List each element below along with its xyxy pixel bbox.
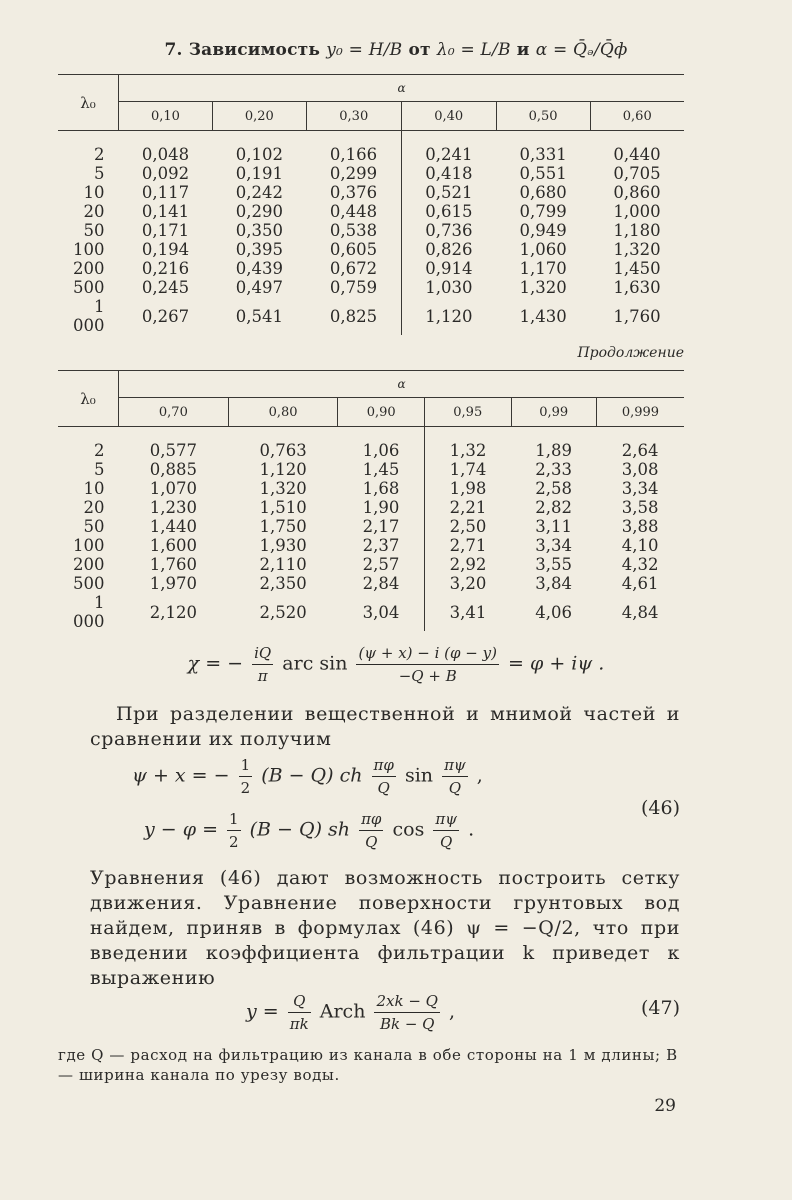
table-cell: 0,551 [519,164,567,183]
column-header: 0,80 [228,398,338,427]
table-cell: 2,92 [424,555,511,574]
lambda-value: 10 [83,183,105,202]
lambda-value: 5 [94,164,105,183]
fraction [227,808,241,853]
fraction-numerator: 2xk − Q [374,990,440,1013]
eq46-line2-cos: cos [392,818,425,841]
table-cell: 1,74 [424,460,511,479]
table-cell: 0,605 [329,240,378,259]
fraction-denominator: 2 [240,779,251,797]
table-cell: 2,58 [535,479,573,498]
lambda-value: 500 [73,278,105,297]
table-cell: 2,50 [424,517,511,536]
fraction-numerator: πφ [372,754,396,777]
lambda-header: λ₀ [58,75,119,131]
table-cell: 0,418 [401,164,496,183]
lambda-value: 2 [94,441,105,460]
table-cell: 3,88 [621,517,659,536]
table-cell: 0,759 [329,278,378,297]
equation-number-47: (47) [640,997,680,1019]
table-cell: 1,970 [149,574,197,593]
fraction-denominator: 2 [229,833,239,851]
table-row [58,278,684,297]
eq46-line2-lhs: y − φ = [144,818,218,841]
table-cell: 0,245 [141,278,190,297]
table-cell: 1,180 [613,221,661,240]
table-cell: 0,672 [329,259,378,278]
table-cell: 0,826 [401,240,496,259]
column-header: 0,99 [511,398,596,427]
table-cell: 0,440 [613,145,661,164]
table-cell: 1,230 [149,498,197,517]
table-cell: 0,299 [329,164,378,183]
table-cell: 2,110 [259,555,307,574]
table-cell: 2,37 [362,536,400,555]
table-row [58,536,684,555]
table-cell: 1,440 [149,517,197,536]
lambda-value: 100 [73,240,105,259]
table-cell: 3,41 [424,593,511,631]
table-row [58,259,684,278]
eq47-func: Arch [319,1000,366,1023]
table-cell: 0,439 [235,259,283,278]
column-header: 0,95 [424,398,511,427]
table-row [58,555,684,574]
lambda-value: 50 [83,221,105,240]
data-table-1 [58,74,684,335]
table-cell: 3,08 [621,460,659,479]
eq46-line1-sin: sin [404,764,434,787]
fraction-numerator: iQ [252,642,273,665]
table-cell: 4,84 [621,602,659,622]
equation-46-line-1 [132,754,483,799]
formula-chi-rhs: = φ + iψ . [508,652,605,675]
data-table-2 [58,370,684,631]
table-cell: 1,120 [259,460,307,479]
table-cell: 1,510 [259,498,307,517]
table-cell: 3,34 [621,479,659,498]
table-cell: 0,267 [141,306,190,326]
title-expr-alpha: α = Q̄ₔ/Q̄ф [535,40,628,60]
eq46-line1-lhs: ψ + x = − [132,764,230,787]
fraction [374,990,440,1035]
table-cell: 1,32 [424,427,511,461]
table-cell: 0,577 [149,441,197,460]
lambda-value: 20 [83,498,105,517]
table-cell: 0,242 [235,183,283,202]
table-row [58,479,684,498]
table-cell: 0,395 [235,240,283,259]
table-cell: 3,20 [424,574,511,593]
table-cell: 0,048 [141,145,190,164]
table-cell: 0,194 [141,240,190,259]
table-cell: 0,541 [235,306,283,326]
paragraph-2: Уравнения (46) дают возможность построить сетку движения. Уравнение поверхности грунтовых вод найдем, приняв в формулах (46) ψ = −Q/2, что при введении коэффициента фильтрации k приведет к выражению [90,867,680,989]
table-cell: 0,376 [329,183,378,202]
table-row [58,131,684,165]
table-cell: 3,84 [535,574,573,593]
lambda-value: 1 000 [73,593,105,631]
title-and: и [516,40,530,60]
column-header: 0,999 [596,398,684,427]
table-cell: 0,497 [235,278,283,297]
table-cell: 0,914 [401,259,496,278]
table-cell: 0,350 [235,221,283,240]
table-cell: 3,55 [535,555,573,574]
column-header: 0,90 [338,398,425,427]
table-cell: 0,538 [329,221,378,240]
table-cell: 4,10 [621,536,659,555]
table-cell: 0,799 [519,202,567,221]
table-cell: 1,170 [519,259,567,278]
table-cell: 0,705 [613,164,661,183]
table-cell: 2,520 [259,602,307,622]
fraction-denominator: πk [289,1015,309,1033]
table-row [58,498,684,517]
table-row [58,297,684,335]
column-header: 0,60 [590,102,684,131]
table-cell: 3,04 [362,602,400,622]
table-cell: 0,117 [141,183,190,202]
table-cell: 0,763 [259,441,307,460]
table-cell: 0,825 [329,306,378,326]
table-title [0,40,792,60]
table-cell: 0,290 [235,202,283,221]
table-cell: 4,06 [535,602,573,622]
column-header: 0,40 [401,102,496,131]
alpha-header: α [119,371,685,398]
table-row [58,221,684,240]
table-cell: 1,90 [362,498,400,517]
page-number: 29 [654,1096,676,1116]
table-cell: 2,84 [362,574,400,593]
fraction-denominator: Bk − Q [379,1015,435,1033]
table-cell: 1,320 [519,278,567,297]
table-cell: 2,71 [424,536,511,555]
table-cell: 3,58 [621,498,659,517]
table-cell: 0,092 [141,164,190,183]
table-cell: 0,736 [401,221,496,240]
table-cell: 0,166 [329,145,378,164]
lambda-value: 200 [73,259,105,278]
table-cell: 2,120 [149,602,197,622]
table-cell: 4,61 [621,574,659,593]
table-row [58,427,684,461]
table-cell: 1,060 [519,240,567,259]
table-row [58,240,684,259]
table-cell: 2,17 [362,517,400,536]
eq46-line2-end: . [468,818,475,841]
table-cell: 2,57 [362,555,400,574]
table-cell: 1,45 [362,460,400,479]
table-cell: 0,860 [613,183,661,202]
fraction [433,808,459,853]
fraction [359,808,383,853]
table-cell: 1,430 [519,306,567,326]
fraction-denominator: Q [377,779,390,797]
table-row [58,164,684,183]
table-cell: 0,885 [149,460,197,479]
table-cell: 0,141 [141,202,190,221]
eq47-end: , [449,1000,456,1023]
paragraph-1: При разделении вещественной и мнимой частей и сравнении их получим [90,703,680,750]
table-cell: 4,32 [621,555,659,574]
table-row [58,517,684,536]
table-cell: 0,171 [141,221,190,240]
table-row [58,460,684,479]
table-cell: 1,760 [613,306,661,326]
lambda-value: 20 [83,202,105,221]
lambda-value: 100 [73,536,105,555]
fraction-denominator: Q [448,779,462,797]
lambda-value: 2 [94,145,105,164]
table-cell: 1,930 [259,536,307,555]
table-cell: 1,68 [362,479,400,498]
fraction [372,754,396,799]
table-cell: 0,216 [141,259,190,278]
column-header: 0,30 [306,102,401,131]
column-header: 0,70 [119,398,229,427]
eq46-line1-end: , [476,764,483,787]
formula-chi-lhs: χ = − [187,652,244,675]
fraction-denominator: Q [365,833,378,851]
formula-chi [0,642,792,687]
table-cell: 1,760 [149,555,197,574]
table-cell: 0,521 [401,183,496,202]
fraction-numerator: 1 [239,754,253,777]
table-cell: 0,331 [519,145,567,164]
column-header: 0,10 [119,102,213,131]
fraction-denominator: −Q + B [398,667,457,685]
title-expr-y0: y₀ = H/B [326,40,403,60]
table-cell: 1,000 [613,202,661,221]
table-cell: 1,030 [401,278,496,297]
table-cell: 0,949 [519,221,567,240]
lambda-value: 1 000 [73,297,105,335]
fraction [288,990,311,1035]
eq46-line2-mid: (B − Q) sh [249,818,351,841]
table-cell: 0,102 [235,145,283,164]
table-cell: 1,320 [613,240,661,259]
eq46-line1-mid: (B − Q) ch [261,764,363,787]
fraction-denominator: Q [440,833,453,851]
table-cell: 1,06 [362,441,400,460]
paragraph-3: где Q — расход на фильтрацию из канала в обе стороны на 1 м длины; B — ширина канала по урезу воды. [58,1046,678,1084]
fraction-numerator: πψ [442,754,468,777]
table-row [58,183,684,202]
alpha-header: α [119,75,685,102]
table-cell: 1,89 [535,441,573,460]
table-cell: 2,64 [621,441,659,460]
table-cell: 0,680 [519,183,567,202]
table-row [58,574,684,593]
title-prefix: 7. Зависимость [164,40,321,60]
table-row [58,593,684,631]
fraction-numerator: Q [288,990,311,1013]
table-cell: 1,450 [613,259,661,278]
table-cell: 2,350 [259,574,307,593]
table-cell: 2,21 [424,498,511,517]
equation-46-line-2 [144,808,474,853]
fraction-denominator: π [257,667,268,685]
table-cell: 3,34 [535,536,573,555]
table-cell: 1,120 [401,297,496,335]
fraction-numerator: πφ [359,808,383,831]
table-cell: 0,448 [329,202,378,221]
table-cell: 1,630 [613,278,661,297]
table-cell: 1,98 [424,479,511,498]
equation-number-46: (46) [640,797,680,819]
lambda-value: 200 [73,555,105,574]
equation-47 [246,990,455,1035]
table-cell: 2,82 [535,498,573,517]
table-cell: 0,191 [235,164,283,183]
formula-chi-func: arc sin [282,652,348,675]
table-cell: 0,241 [401,131,496,165]
lambda-value: 50 [83,517,105,536]
title-expr-lambda0: λ₀ = L/B [436,40,511,60]
column-header: 0,50 [496,102,590,131]
table-cell: 1,600 [149,536,197,555]
fraction-numerator: 1 [227,808,241,831]
title-from: от [408,40,431,60]
table-cell: 1,750 [259,517,307,536]
eq47-lhs: y = [246,1000,279,1023]
fraction [356,642,499,687]
table-cell: 2,33 [535,460,573,479]
fraction [252,642,273,687]
lambda-value: 10 [83,479,105,498]
table-cell: 3,11 [535,517,573,536]
column-header: 0,20 [212,102,306,131]
fraction-numerator: πψ [433,808,459,831]
fraction-numerator: (ψ + x) − i (φ − y) [356,642,499,665]
table-row [58,202,684,221]
table-cell: 1,320 [259,479,307,498]
table-cell: 1,070 [149,479,197,498]
continuation-label: Продолжение [577,345,684,361]
fraction [442,754,468,799]
lambda-value: 500 [73,574,105,593]
lambda-header: λ₀ [58,371,119,427]
table-cell: 0,615 [401,202,496,221]
lambda-value: 5 [94,460,105,479]
fraction [239,754,253,799]
